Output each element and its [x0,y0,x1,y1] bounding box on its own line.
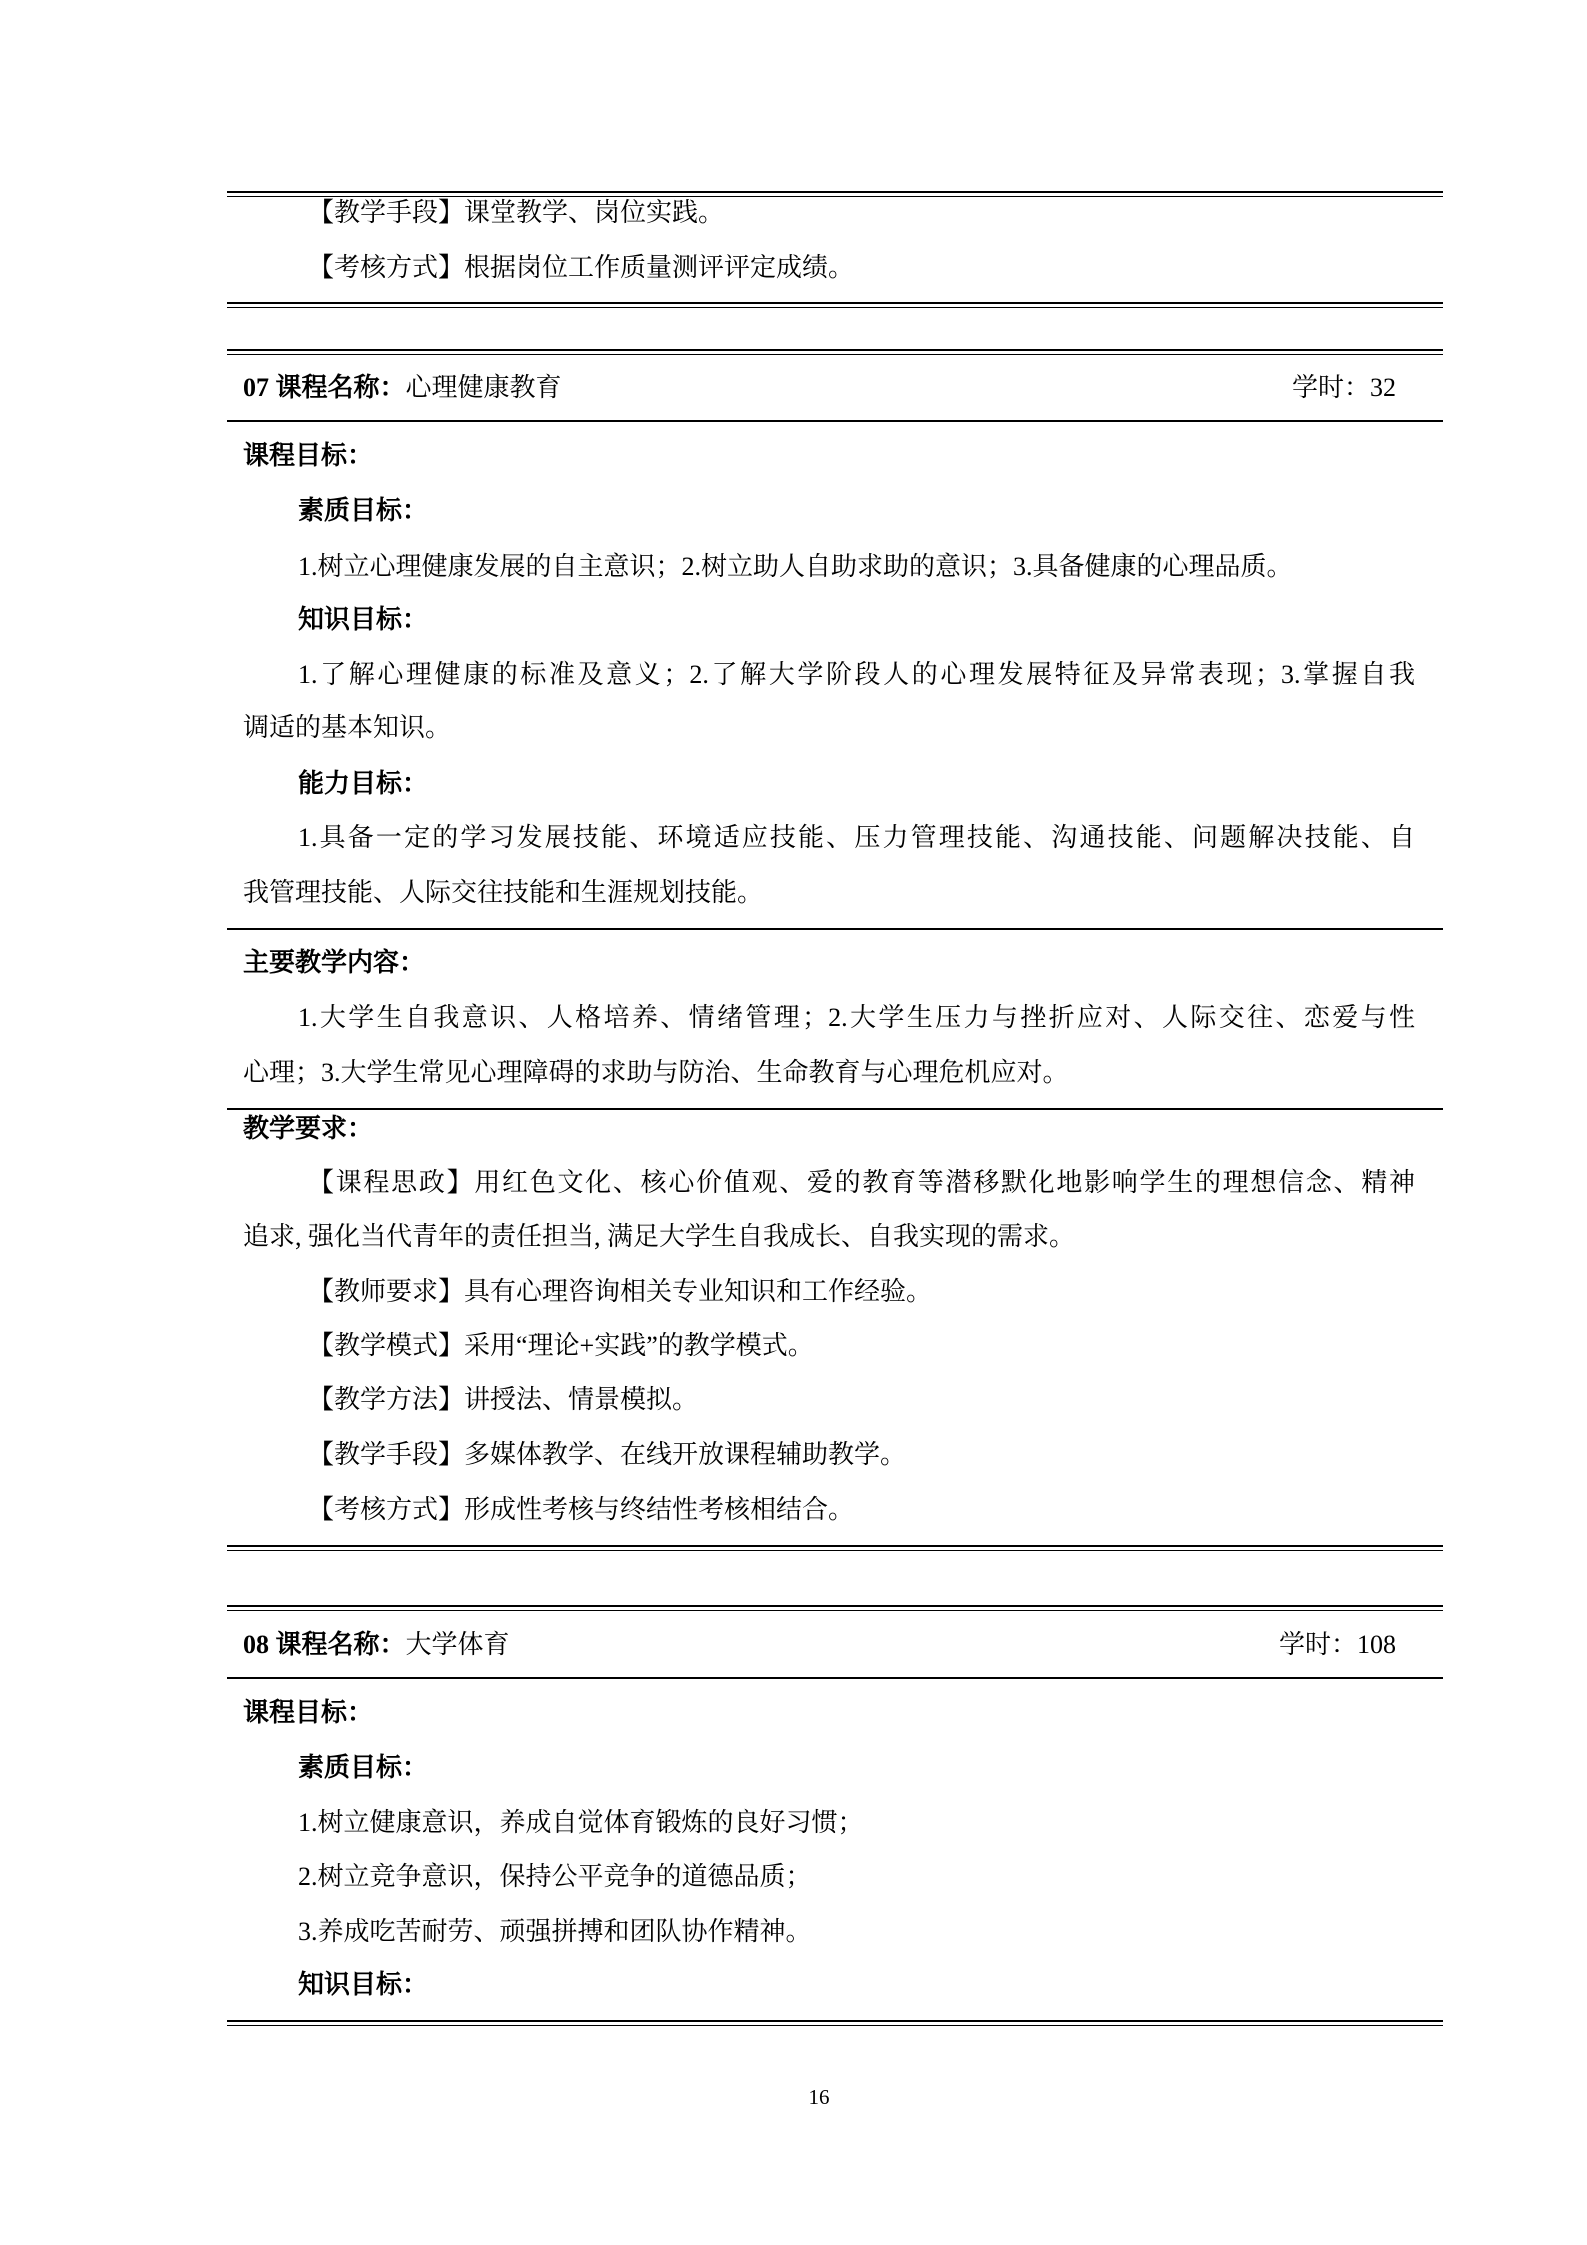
content-heading: 主要教学内容： [243,948,426,977]
requirements-heading: 教学要求： [243,1114,374,1143]
hours-value: 108 [1357,1630,1396,1659]
ideology-line-cont: 追求, 强化当代青年的责任担当, 满足大学生自我成长、自我实现的需求。 [243,1222,1076,1251]
field-label: 【教学手段】 [308,198,465,227]
field-value: 形成性考核与终结性考核相结合。 [464,1495,855,1524]
objectives-heading: 课程目标： [243,1698,374,1727]
field-label: 【教学模式】 [308,1331,465,1360]
ideology-line [308,1156,1415,1210]
hours-label: 学时： [1278,1630,1357,1659]
field-value: 根据岗位工作质量测评评定成绩。 [464,253,855,282]
quality-heading: 素质目标： [298,496,429,525]
field-value: 多媒体教学、在线开放课程辅助教学。 [464,1440,907,1469]
field-label: 【考核方式】 [308,1495,465,1524]
field-label: 【教学手段】 [308,1440,465,1469]
hours-value: 32 [1370,373,1396,402]
quality-item: 3.养成吃苦耐劳、顽强拼搏和团队协作精神。 [298,1917,812,1946]
assessment-method [308,1483,1415,1537]
field-value: 具有心理咨询相关专业知识和工作经验。 [464,1277,933,1306]
prev-assessment [308,241,1415,295]
course-number-label: 07 课程名称： [243,373,406,402]
quality-text: 1.树立心理健康发展的自主意识；2.树立助人自助求助的意识；3.具备健康的心理品质。 [298,552,1293,581]
field-value: 课堂教学、岗位实践。 [464,198,725,227]
table-rule-double [227,2020,1443,2026]
field-label: 【教师要求】 [308,1277,465,1306]
table-rule [227,928,1443,930]
quality-item: 1.树立健康意识，养成自觉体育锻炼的良好习惯； [298,1808,864,1837]
page-number: 16 [808,2085,830,2109]
content-text: 1.大学生自我意识、人格培养、情绪管理；2.大学生压力与挫折应对、人际交往、恋爱与性 [298,1003,1415,1032]
teaching-method [308,1373,1415,1427]
field-value: 讲授法、情景模拟。 [464,1385,699,1414]
field-label: 【教学方法】 [308,1385,465,1414]
table-rule [227,420,1443,422]
field-value: 用红色文化、核心价值观、爱的教育等潜移默化地影响学生的理想信念、精神 [474,1168,1415,1197]
course-number-label: 08 课程名称： [243,1630,406,1659]
course-name: 心理健康教育 [405,373,562,402]
quality-item: 2.树立竞争意识，保持公平竞争的道德品质； [298,1862,812,1891]
knowledge-heading: 知识目标： [298,605,429,634]
ability-heading: 能力目标： [298,769,429,798]
table-rule-double [227,349,1443,355]
content-text-cont: 心理；3.大学生常见心理障碍的求助与防治、生命教育与心理危机应对。 [243,1058,1069,1087]
ability-text: 1.具备一定的学习发展技能、环境适应技能、压力管理技能、沟通技能、问题解决技能、自 [298,823,1415,852]
objectives-heading: 课程目标： [243,441,374,470]
table-rule [227,1677,1443,1679]
quality-heading: 素质目标： [298,1753,429,1782]
field-label: 【考核方式】 [308,253,465,282]
teacher-requirements [308,1265,1415,1319]
field-label: 【课程思政】 [308,1168,475,1197]
table-rule-double [227,1605,1443,1611]
hours-label: 学时： [1291,373,1370,402]
knowledge-text: 1.了解心理健康的标准及意义；2.了解大学阶段人的心理发展特征及异常表现；3.掌握自我 [298,660,1415,689]
table-rule-double [227,1545,1443,1551]
course-07-header [243,361,1415,415]
course-name: 大学体育 [405,1630,510,1659]
knowledge-text-cont: 调适的基本知识。 [243,713,452,742]
course-08-header [243,1618,1415,1672]
teaching-mode [308,1319,1415,1373]
field-value: 采用“理论+实践”的教学模式。 [464,1331,814,1360]
table-rule-double [227,302,1443,308]
prev-teaching-means [308,186,1415,240]
teaching-means [308,1428,1415,1482]
knowledge-heading: 知识目标： [298,1970,429,1999]
ability-text-cont: 我管理技能、人际交往技能和生涯规划技能。 [243,878,764,907]
